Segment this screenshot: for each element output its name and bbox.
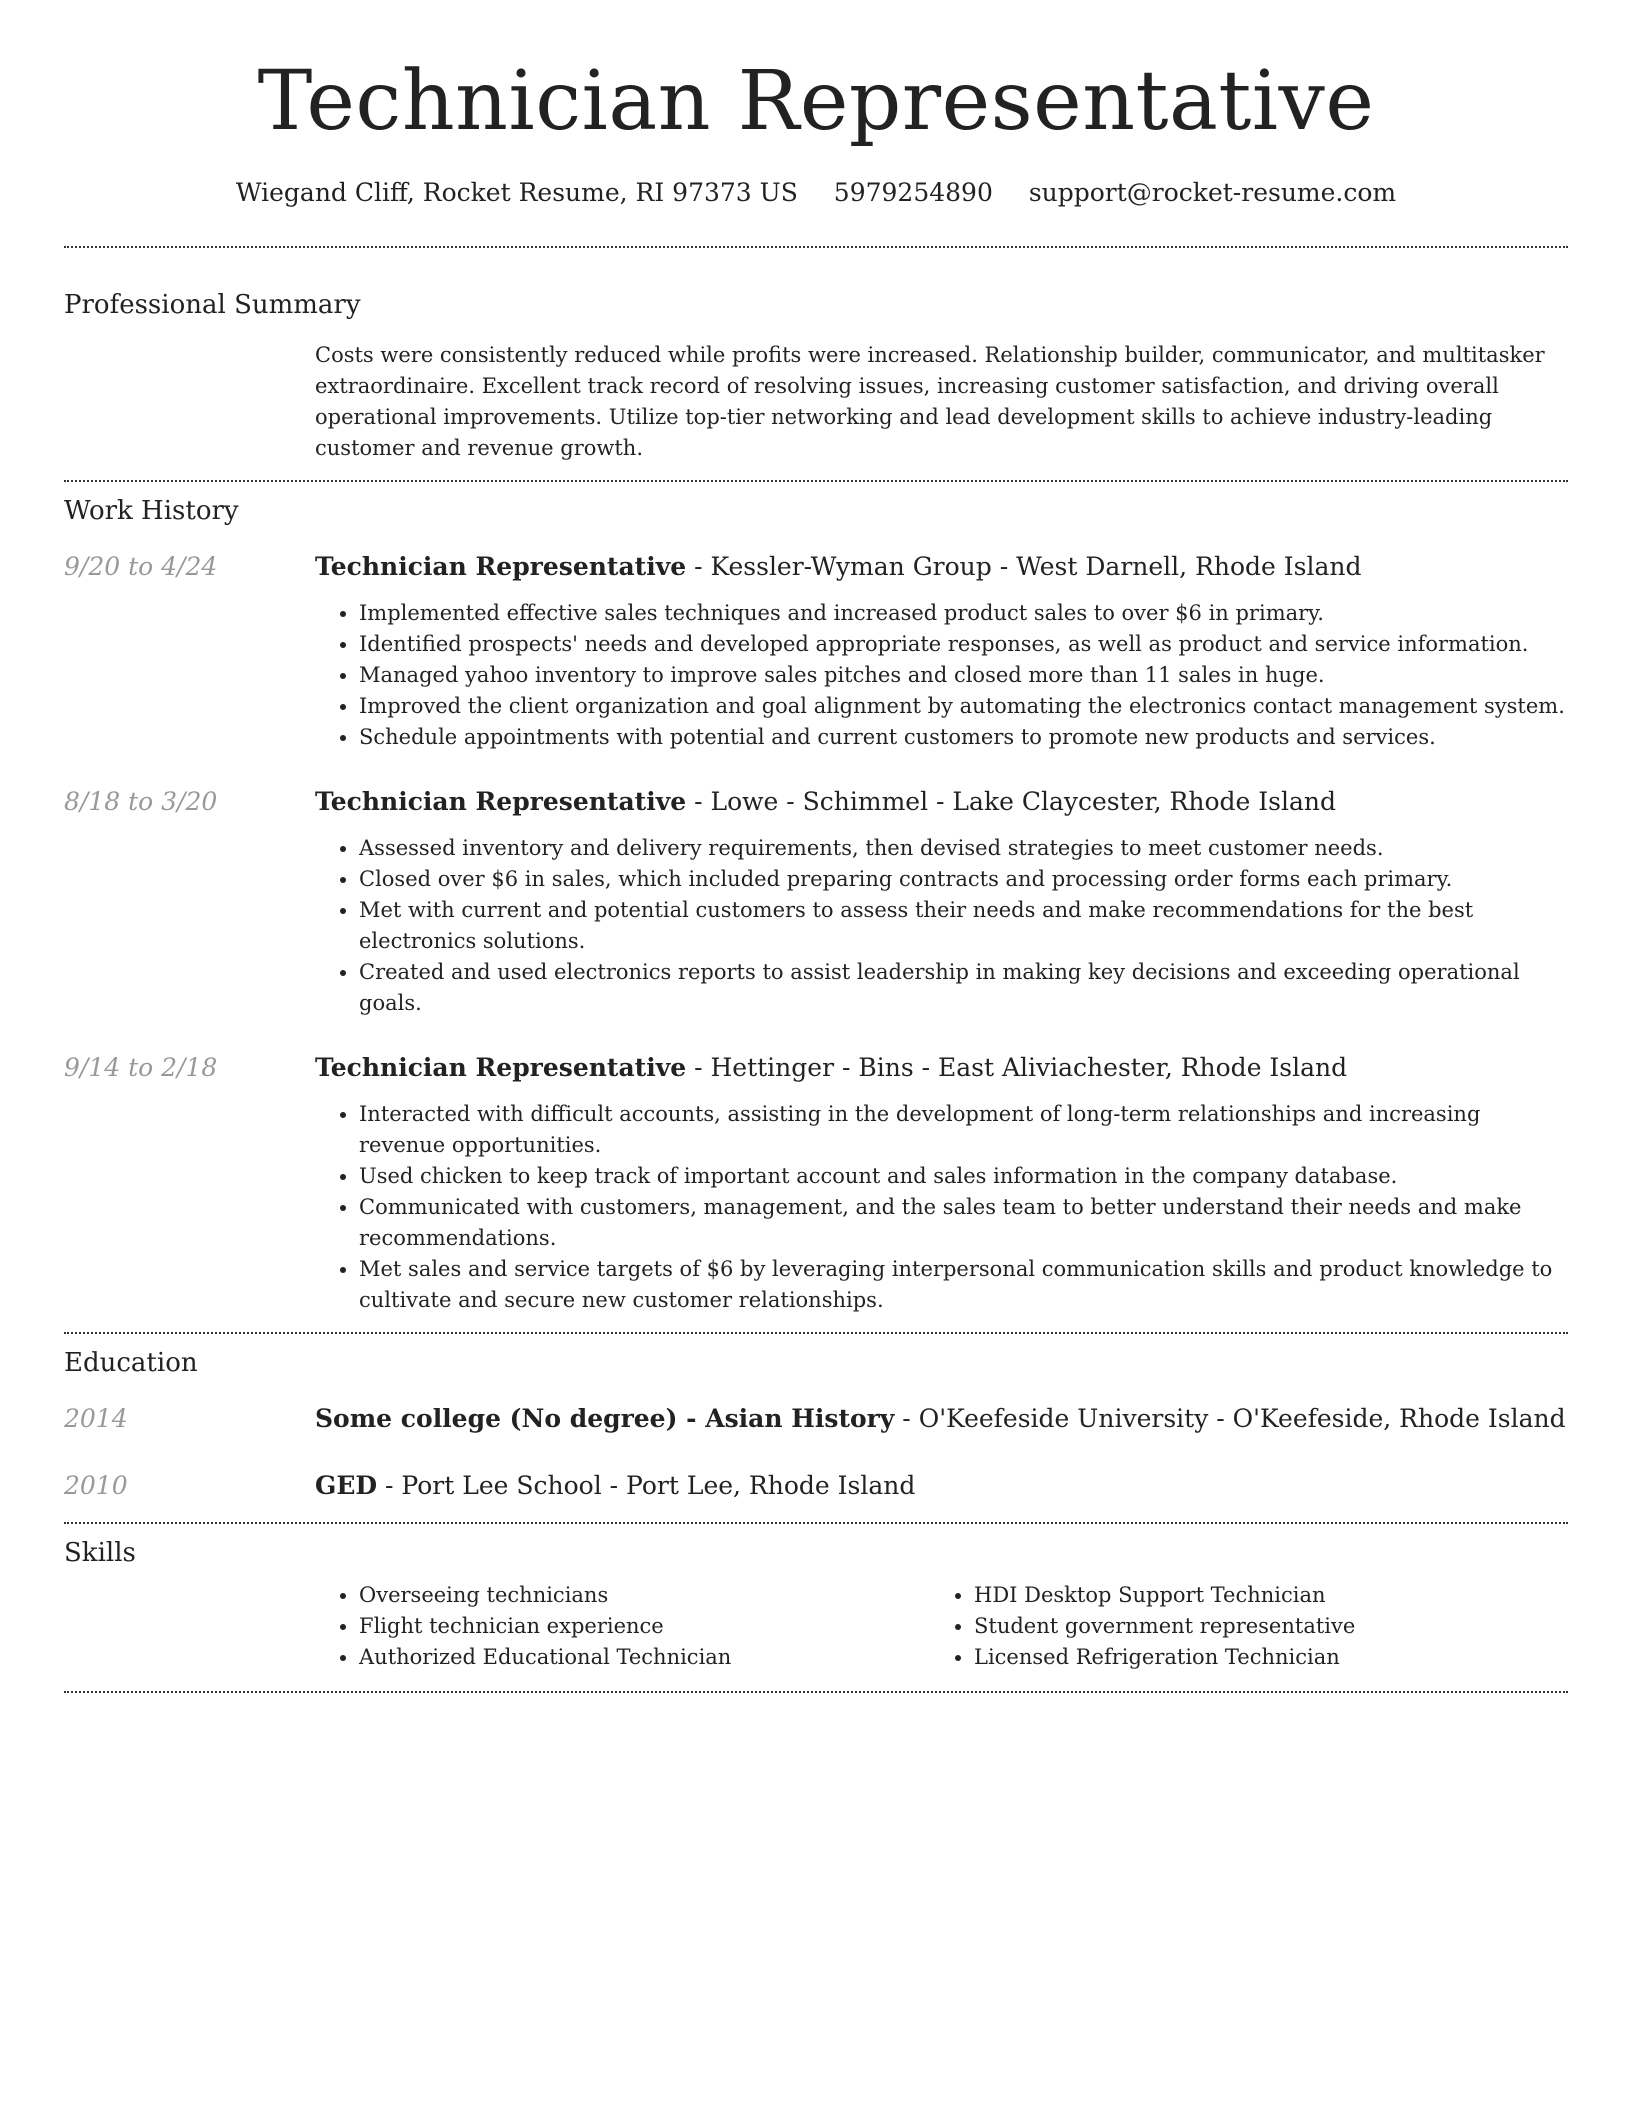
skills-list-right [930, 1580, 1355, 1673]
job-entry [64, 785, 1568, 1019]
job-role: Technician Representative [315, 787, 687, 816]
skills-section [64, 1536, 1568, 1673]
list-item: • Created and used electronics reports to assist leadership in making key decisions and exceeding operational goals. [359, 957, 1568, 1019]
divider [64, 246, 1568, 248]
education-school: - Port Lee School - Port Lee, Rhode Island [377, 1471, 916, 1500]
divider [64, 1691, 1568, 1693]
skill-item: • Authorized Educational Technician [359, 1642, 930, 1673]
job-dates: 9/14 to 2/18 [64, 1053, 218, 1082]
divider [64, 1332, 1568, 1334]
job-bullets [315, 598, 1568, 753]
job-entry [64, 1051, 1568, 1316]
list-item: • Implemented effective sales techniques and increased product sales to over $6 in primary. [359, 598, 1568, 629]
section-title-skills: Skills [64, 1538, 136, 1568]
list-item: • Assessed inventory and delivery requirements, then devised strategies to meet customer needs. [359, 833, 1568, 864]
education-school: - O'Keefeside University - O'Keefeside, Rhode Island [894, 1404, 1566, 1433]
work-history-section [64, 494, 1568, 1316]
list-item: • Used chicken to keep track of important account and sales information in the company database. [359, 1161, 1568, 1192]
skill-item: • HDI Desktop Support Technician [974, 1580, 1355, 1611]
education-title [315, 1402, 1568, 1436]
list-item: • Managed yahoo inventory to improve sales pitches and closed more than 11 sales in huge. [359, 660, 1568, 691]
contact-line [64, 176, 1568, 210]
summary-text: Costs were consistently reduced while profits were increased. Relationship builder, communicator, and multitasker extraordinaire. Excellent track record of resolving issues, increasing customer satisfaction, and driving overall operational improvements. Utilize top-tier networking and lead development skills to achieve industry-leading customer and revenue growth. [315, 343, 1545, 460]
job-title [315, 550, 1568, 584]
list-item: • Identified prospects' needs and developed appropriate responses, as well as product and service information. [359, 629, 1568, 660]
education-entry [64, 1469, 1568, 1503]
education-degree: GED [315, 1471, 378, 1500]
list-item: • Schedule appointments with potential and current customers to promote new products and services. [359, 722, 1568, 753]
contact-address: Wiegand Cliff, Rocket Resume, RI 97373 US [235, 178, 798, 207]
list-item: • Met sales and service targets of $6 by leveraging interpersonal communication skills and product knowledge to cultivate and secure new customer relationships. [359, 1254, 1568, 1316]
summary-section [64, 288, 1568, 464]
list-item: • Met with current and potential customers to assess their needs and make recommendations for the best electronics solutions. [359, 895, 1568, 957]
skills-list-left [315, 1580, 930, 1673]
education-section [64, 1346, 1568, 1503]
divider [64, 1522, 1568, 1524]
job-employer: - Kessler-Wyman Group - West Darnell, Rhode Island [686, 552, 1362, 581]
skill-item: • Overseeing technicians [359, 1580, 930, 1611]
section-title-work-history: Work History [64, 496, 239, 526]
contact-email: support@rocket-resume.com [1028, 178, 1397, 207]
education-year: 2010 [64, 1471, 128, 1500]
skills-columns [315, 1580, 1568, 1673]
job-role: Technician Representative [315, 552, 687, 581]
job-title [315, 785, 1568, 819]
section-title-summary: Professional Summary [64, 290, 361, 320]
job-employer: - Lowe - Schimmel - Lake Claycester, Rhode Island [686, 787, 1336, 816]
education-entry [64, 1402, 1568, 1436]
job-title [315, 1051, 1568, 1085]
list-item: • Improved the client organization and goal alignment by automating the electronics contact management system. [359, 691, 1568, 722]
job-bullets [315, 833, 1568, 1019]
job-entry [64, 550, 1568, 753]
education-degree: Some college (No degree) - Asian History [315, 1404, 895, 1433]
skill-item: • Flight technician experience [359, 1611, 930, 1642]
job-dates: 8/18 to 3/20 [64, 787, 218, 816]
section-title-education: Education [64, 1348, 198, 1378]
contact-phone: 5979254890 [833, 178, 993, 207]
skill-item: • Licensed Refrigeration Technician [974, 1642, 1355, 1673]
list-item: • Interacted with difficult accounts, assisting in the development of long-term relationships and increasing revenue opportunities. [359, 1099, 1568, 1161]
job-dates: 9/20 to 4/24 [64, 552, 218, 581]
job-employer: - Hettinger - Bins - East Aliviachester, Rhode Island [686, 1053, 1348, 1082]
job-role: Technician Representative [315, 1053, 687, 1082]
candidate-name: Technician Representative [257, 54, 1375, 149]
skill-item: • Student government representative [974, 1611, 1355, 1642]
education-title [315, 1469, 1568, 1503]
list-item: • Communicated with customers, management, and the sales team to better understand their needs and make recommendations. [359, 1192, 1568, 1254]
education-year: 2014 [64, 1404, 128, 1433]
list-item: • Closed over $6 in sales, which included preparing contracts and processing order forms each primary. [359, 864, 1568, 895]
job-bullets [315, 1099, 1568, 1316]
divider [64, 480, 1568, 482]
